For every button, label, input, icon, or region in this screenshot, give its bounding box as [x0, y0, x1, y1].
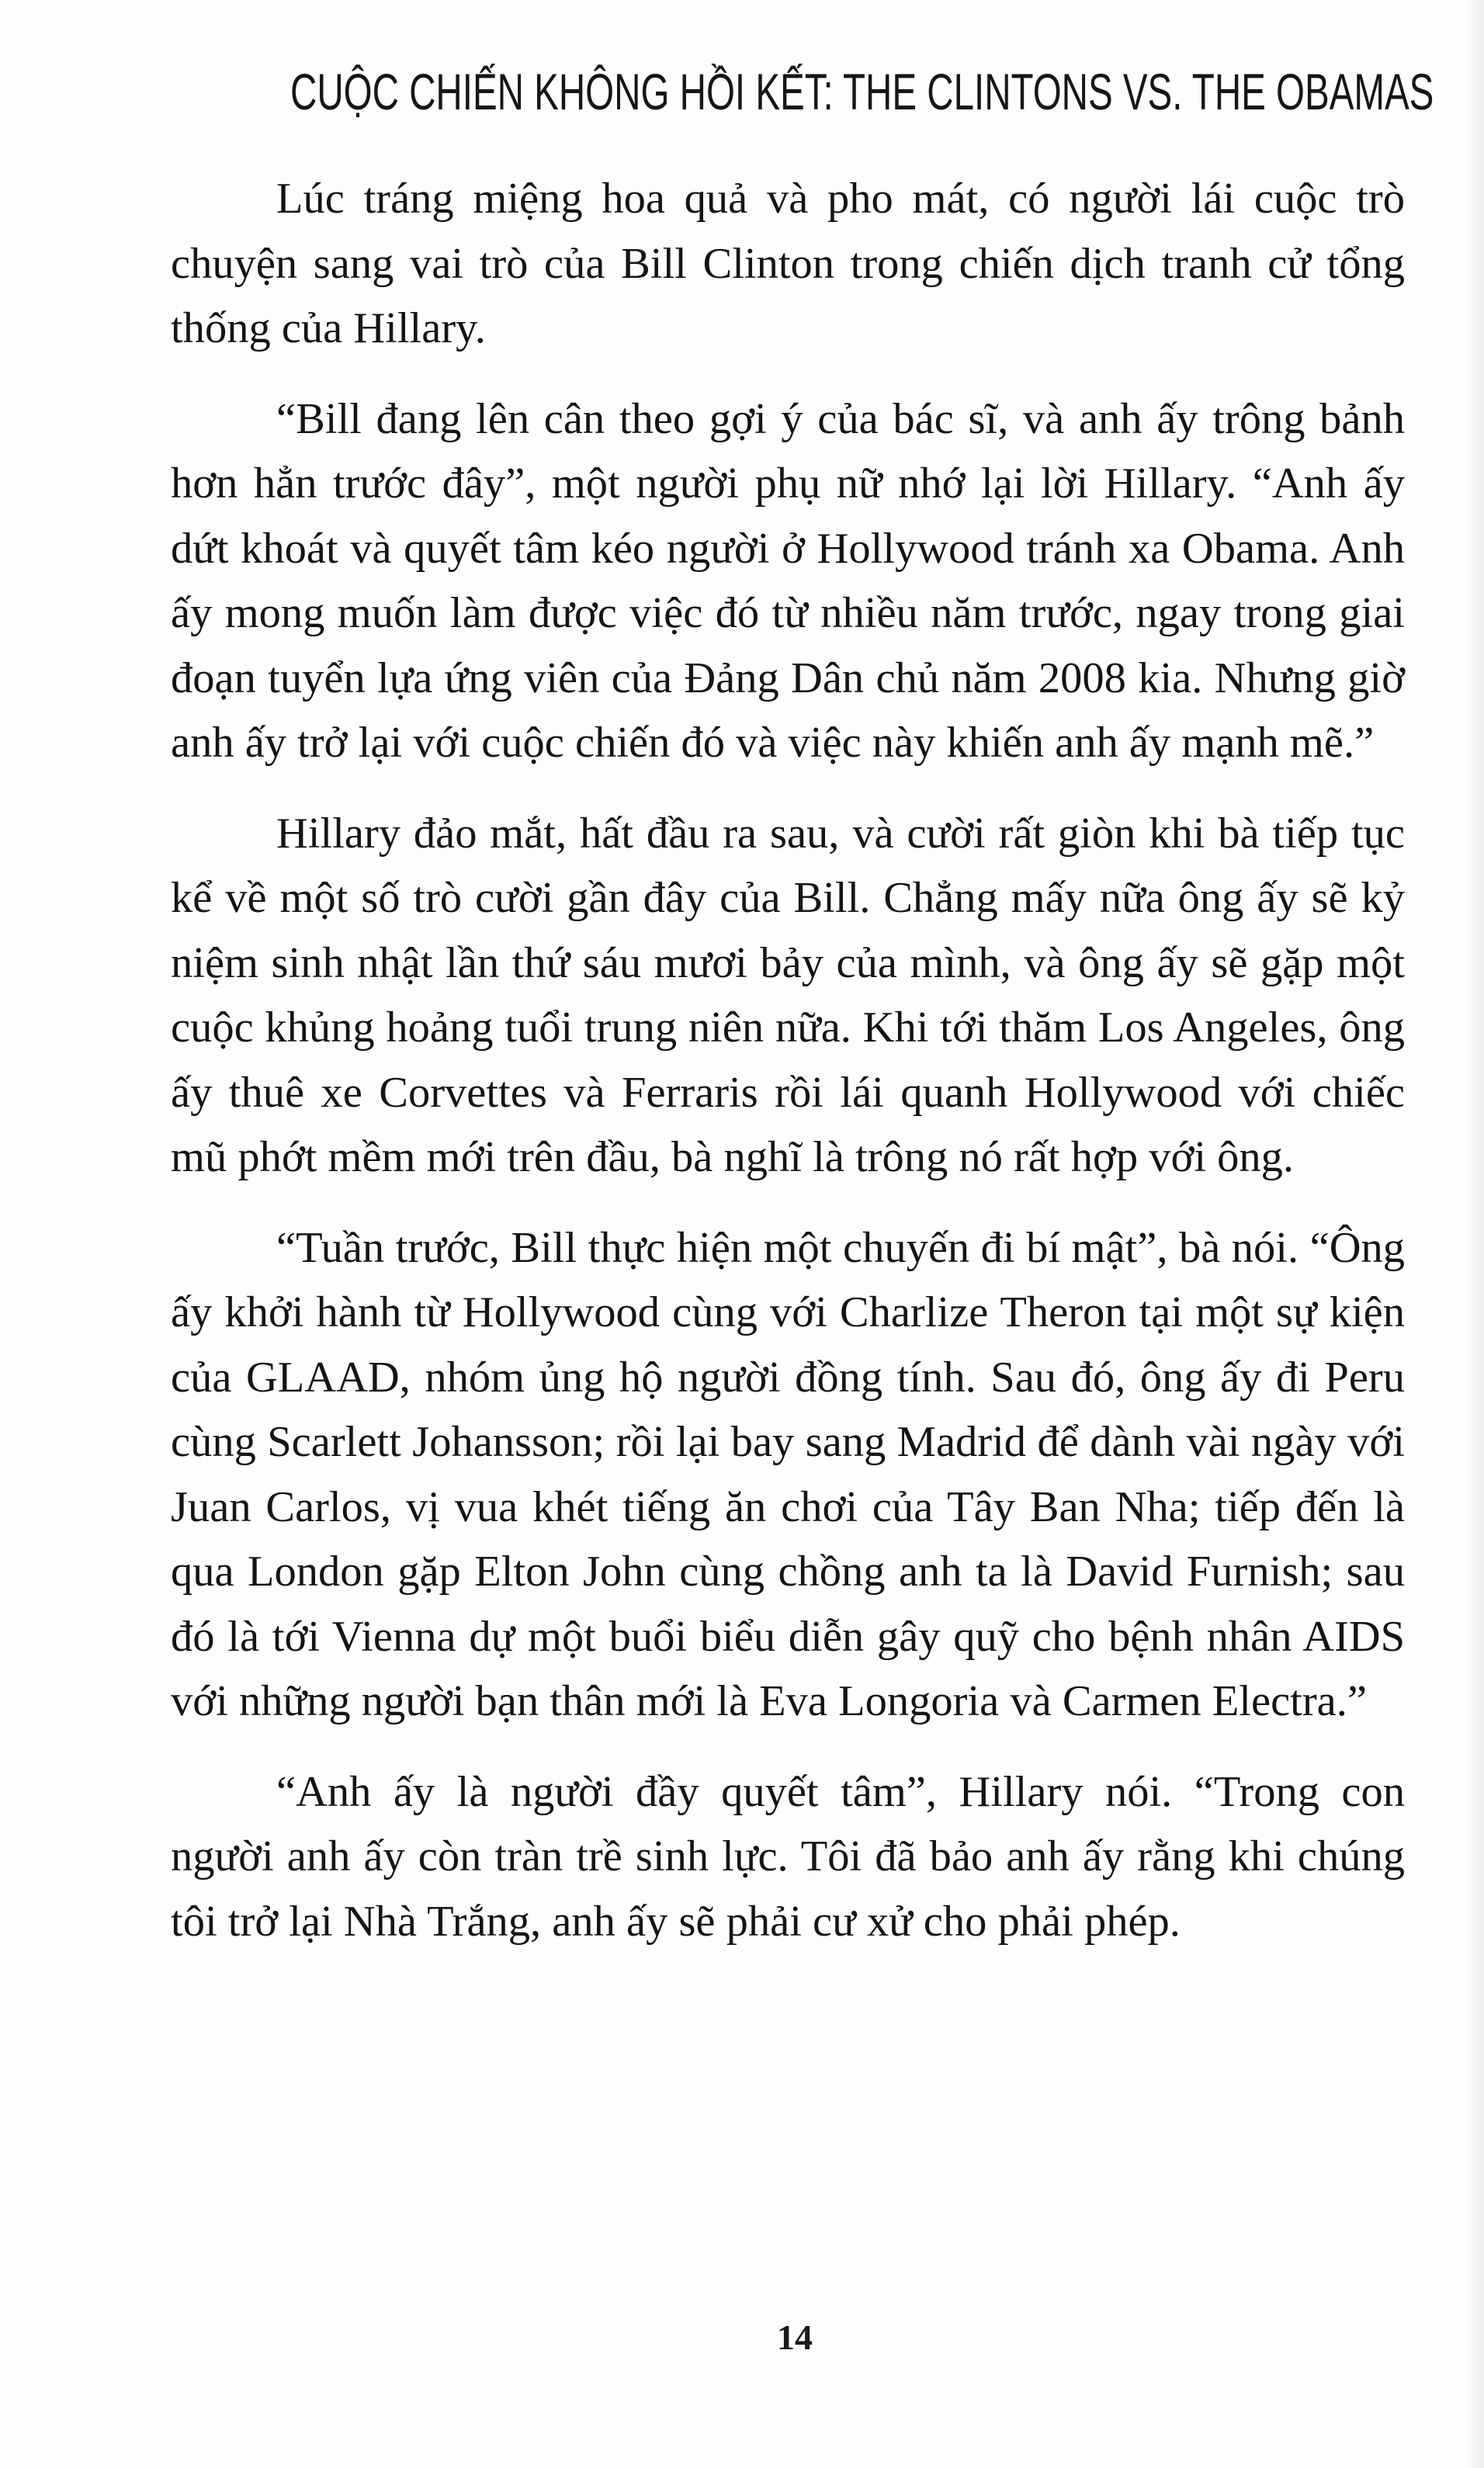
paragraph-2: “Bill đang lên cân theo gợi ý của bác sĩ, và anh ấy trông bảnh hơn hẳn trước đây”, một người phụ nữ nhớ lại lời Hillary. “Anh ấy dứt khoát và quyết tâm kéo người ở Hollywood tránh xa Obama. Anh ấy mong muốn làm được việc đó từ nhiều năm trước, ngay trong giai đoạn tuyển lựa ứng viên của Đảng Dân chủ năm 2008 kia. Nhưng giờ anh ấy trở lại với cuộc chiến đó và việc này khiến anh ấy mạnh mẽ.”	[171, 394, 1405, 767]
page-number: 14	[777, 2317, 813, 2357]
running-header: CUỘC CHIẾN KHÔNG HỒI KẾT: THE CLINTONS VS. THE OBAMAS	[290, 63, 1434, 120]
paragraph-5: “Anh ấy là người đầy quyết tâm”, Hillary nói. “Trong con người anh ấy còn tràn trề sinh lực. Tôi đã bảo anh ấy rằng khi chúng tôi trở lại Nhà Trắng, anh ấy sẽ phải cư xử cho phải phép.	[171, 1767, 1405, 1946]
paragraph-3: Hillary đảo mắt, hất đầu ra sau, và cười rất giòn khi bà tiếp tục kể về một số trò cười gần đây của Bill. Chẳng mấy nữa ông ấy sẽ kỷ niệm sinh nhật lần thứ sáu mươi bảy của mình, và ông ấy sẽ gặp một cuộc khủng hoảng tuổi trung niên nữa. Khi tới thăm Los Angeles, ông ấy thuê xe Corvettes và Ferraris rồi lái quanh Hollywood với chiếc mũ phớt mềm mới trên đầu, bà nghĩ là trông nó rất hợp với ông.	[171, 809, 1405, 1181]
body-text	[171, 167, 1405, 1954]
page-edge-shadow	[1467, 0, 1484, 2468]
paragraph-4: “Tuần trước, Bill thực hiện một chuyến đi bí mật”, bà nói. “Ông ấy khởi hành từ Hollywood cùng với Charlize Theron tại một sự kiện của GLAAD, nhóm ủng hộ người đồng tính. Sau đó, ông ấy đi Peru cùng Scarlett Johansson; rồi lại bay sang Madrid để dành vài ngày với Juan Carlos, vị vua khét tiếng ăn chơi của Tây Ban Nha; tiếp đến là qua London gặp Elton John cùng chồng anh ta là David Furnish; sau đó là tới Vienna dự một buổi biểu diễn gây quỹ cho bệnh nhân AIDS với những người bạn thân mới là Eva Longoria và Carmen Electra.”	[171, 1223, 1405, 1725]
paragraph-1: Lúc tráng miệng hoa quả và pho mát, có người lái cuộc trò chuyện sang vai trò của Bill Clinton trong chiến dịch tranh cử tổng thống của Hillary.	[171, 175, 1405, 352]
